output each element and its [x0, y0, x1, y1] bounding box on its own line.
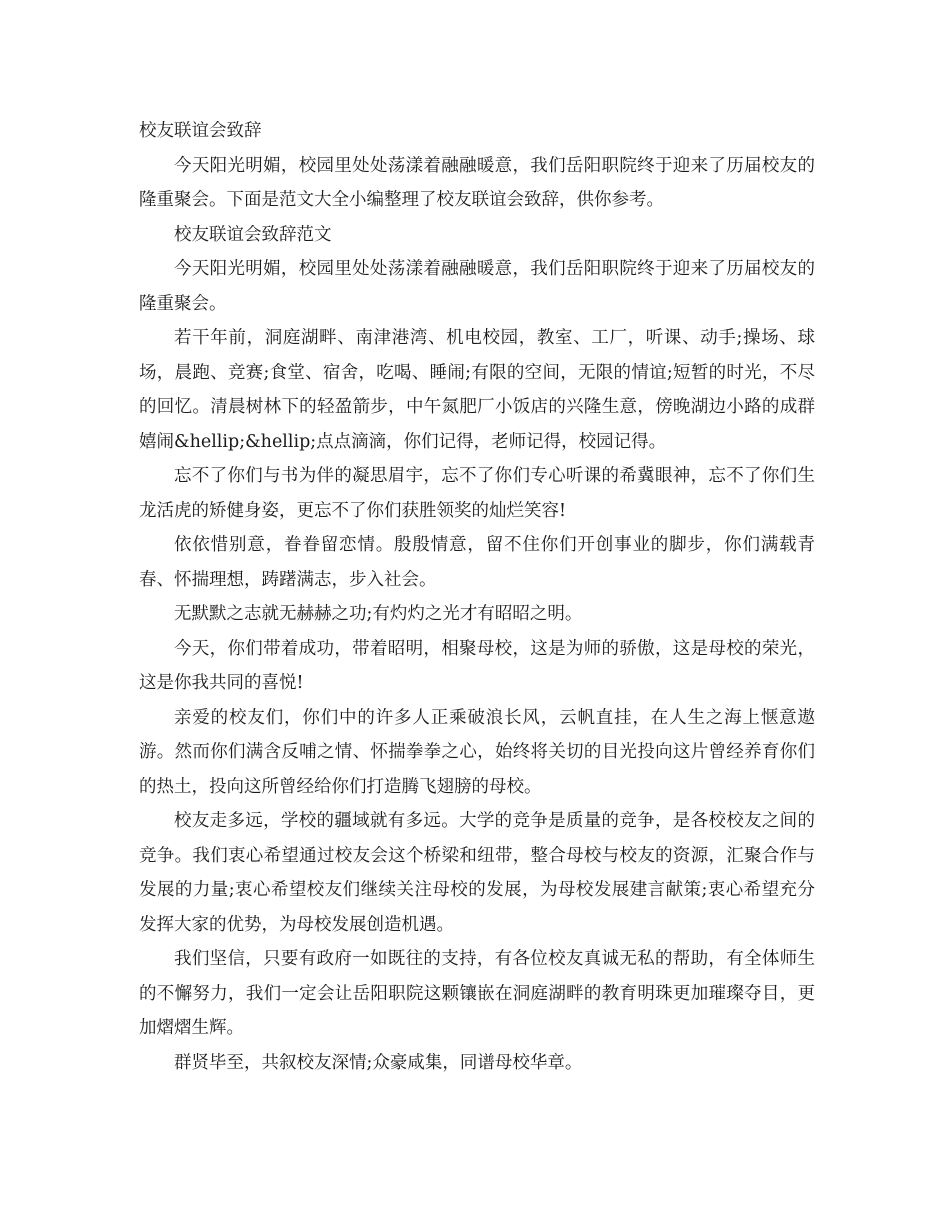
paragraph-memories: 若干年前，洞庭湖畔、南津港湾、机电校园，教室、工厂，听课、动手;操场、球场，晨跑、竞赛;食堂、宿舍，吃喝、睡闹;有限的空间，无限的情谊;短暂的时光，不尽的回忆。清晨树林下的轻盈箭步，中午氮肥厂小饭店的兴隆生意，傍晚湖边小路的成群嬉闹&hellip;&hellip;点点滴滴，你们记得，老师记得，校园记得。: [139, 328, 815, 452]
document-body: [139, 114, 815, 1080]
paragraph-opening: 今天阳光明媚，校园里处处荡漾着融融暖意，我们岳阳职院终于迎来了历届校友的隆重聚会。: [139, 259, 815, 314]
paragraph-belief: 我们坚信，只要有政府一如既往的支持，有各位校友真诚无私的帮助，有全体师生的不懈努力，我们一定会让岳阳职院这颗镶嵌在洞庭湖畔的教育明珠更加璀璨夺目，更加熠熠生辉。: [139, 949, 815, 1038]
paragraph-competition: 校友走多远，学校的疆域就有多远。大学的竞争是质量的竞争，是各校校友之间的竞争。我们衷心希望通过校友会这个桥梁和纽带，整合母校与校友的资源，汇聚合作与发展的力量;衷心希望校友们继续关注母校的发展，为母校发展建言献策;衷心希望充分发挥大家的优势，为母校发展创造机遇。: [139, 811, 815, 935]
paragraph-today: 今天，你们带着成功，带着昭明，相聚母校，这是为师的骄傲，这是母校的荣光，这是你我共同的喜悦!: [139, 638, 815, 693]
section-heading: 校友联谊会致辞范文: [174, 224, 332, 245]
paragraph-unforgettable: 忘不了你们与书为伴的凝思眉宇，忘不了你们专心听课的希冀眼神，忘不了你们生龙活虎的矫健身姿，更忘不了你们获胜领奖的灿烂笑容!: [139, 466, 815, 521]
paragraph-closing: 群贤毕至，共叙校友深情;众豪咸集，同谱母校华章。: [174, 1052, 583, 1073]
paragraph-dear-alumni: 亲爱的校友们，你们中的许多人正乘破浪长风，云帆直挂，在人生之海上惬意遨游。然而你们满含反哺之情、怀揣拳拳之心，始终将关切的目光投向这片曾经养育你们的热土，投向这所曾经给你们打造腾飞翅膀的母校。: [139, 707, 815, 797]
document-title: 校友联谊会致辞: [139, 121, 262, 141]
paragraph-intro: 今天阳光明媚，校园里处处荡漾着融融暖意，我们岳阳职院终于迎来了历届校友的隆重聚会。下面是范文大全小编整理了校友联谊会致辞，供你参考。: [139, 155, 815, 210]
paragraph-motto: 无默默之志就无赫赫之功;有灼灼之光才有昭昭之明。: [174, 604, 583, 624]
paragraph-farewell: 依依惜别意，眷眷留恋情。殷殷情意，留不住你们开创事业的脚步，你们满载青春、怀揣理想，踌躇满志，步入社会。: [139, 535, 815, 590]
